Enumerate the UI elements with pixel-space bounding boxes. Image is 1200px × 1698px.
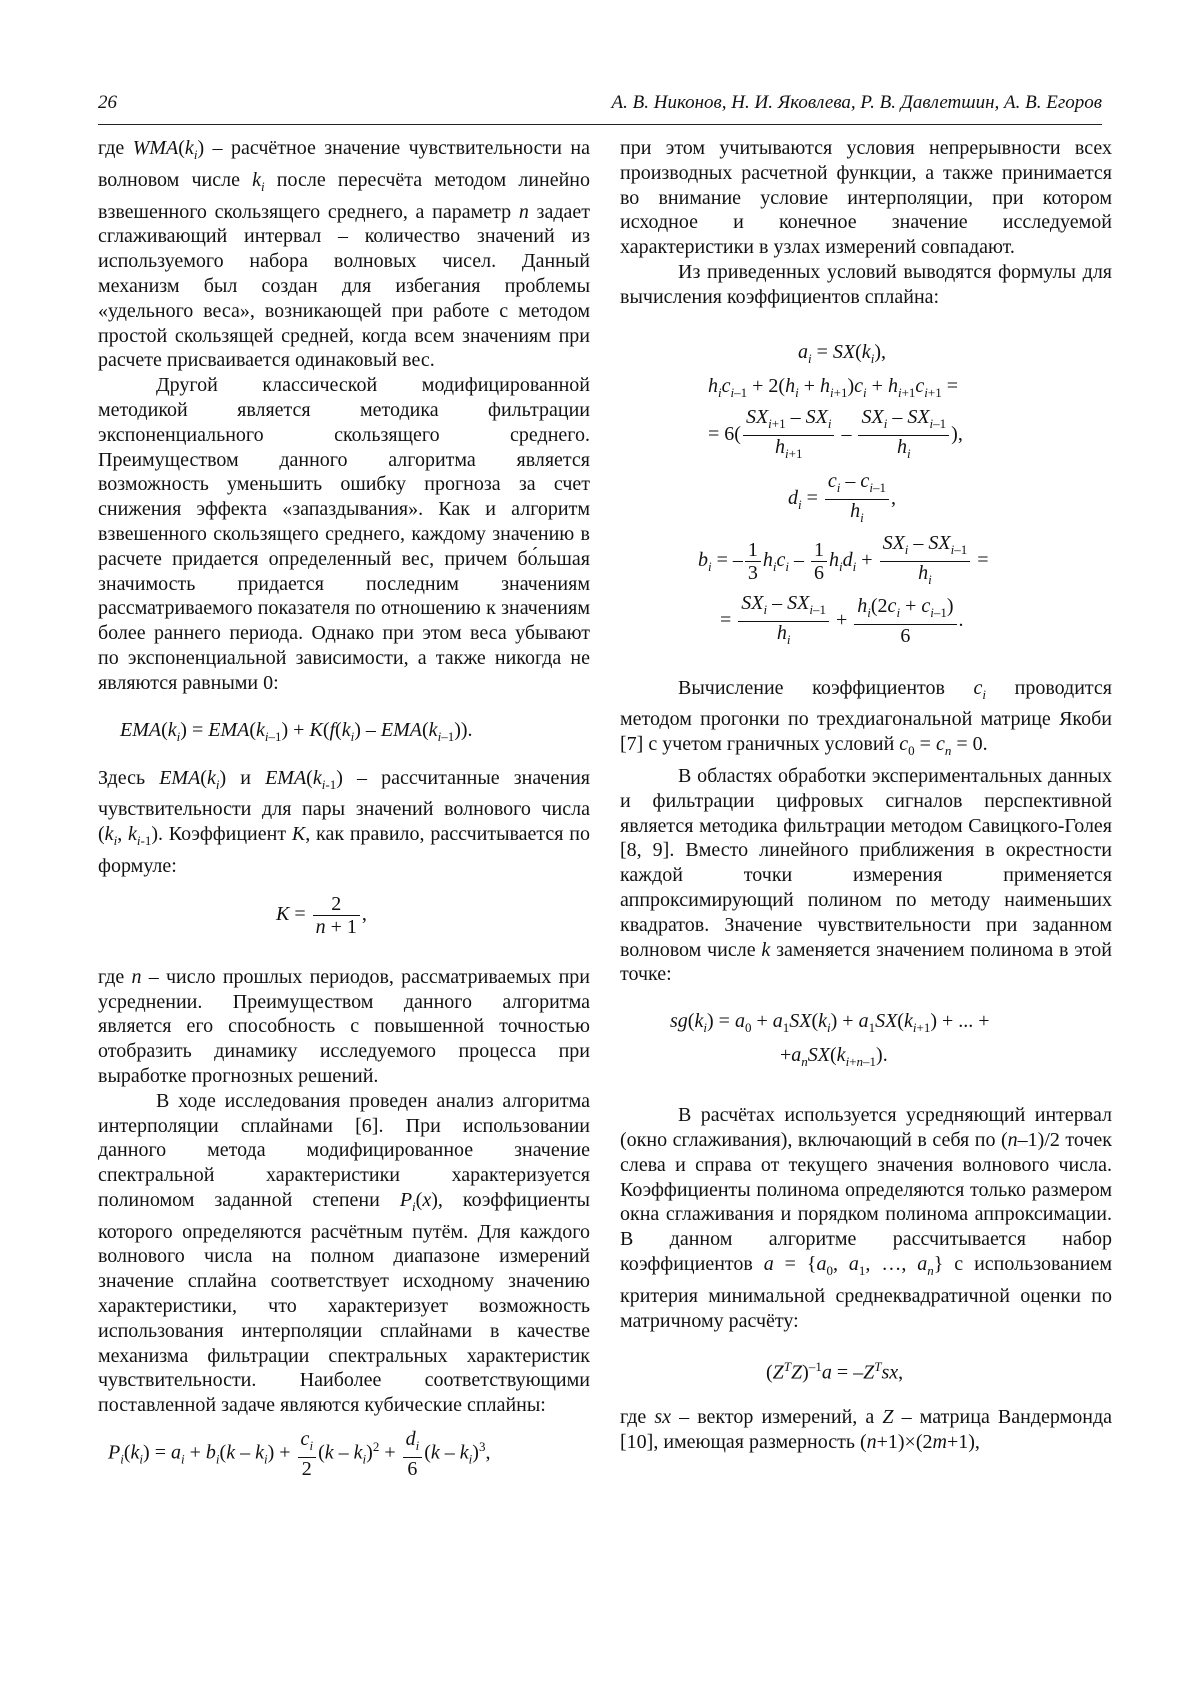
paragraph: Другой классической модифицированной методикой является методика фильтрации экспоненциального скользящего среднего. Преимуществом данного алгоритма является возможность уменьшить ошибку прогноза за счет снижения эффекта «запаздывания». Как и алгоритм взвешенного скользящего среднего, каждому значению в расчете придается определенный вес, причем бо́льшая значимость придается последним значениям рассматриваемого показателя по отношению к значениям более раннего периода. Однако при этом веса убывают по экспоненциальной зависимости, а также никогда не являются равными 0: [98, 374, 590, 694]
paragraph: где sx – вектор измерений, а Z – матрица Вандермонда [10], имеющая размерность (n+1)×(2m+1), [620, 1406, 1112, 1454]
paragraph: при этом учитываются условия непрерывности всех производных расчетной функции, а также принимается во внимание условие интерполяции, при котором исходное и конечное значение исследуемой характеристики в узлах измерений совпадают. [620, 137, 1112, 259]
running-authors: А. В. Никонов, Н. И. Яковлева, Р. В. Давлетшин, А. В. Егоров [611, 92, 1102, 113]
equation-spline: $P_i(k_i) = a_i + b_i(k - k_i)$ + $\frac{c_i}{2}$ $(k - k_i)^2$ + $\frac{d_i}{6}$ $(k - k_i)^3$, [108, 1428, 491, 1481]
paragraph: где n – число прошлых периодов, рассматриваемых при усреднении. Преимуществом данного алгоритма является его способность с повышенной точностью отобразить динамику исследуемого процесса при выработке прогнозных решений. [98, 965, 590, 1087]
header-rule [98, 124, 1102, 125]
paragraph: В ходе исследования проведен анализ алгоритма интерполяции сплайнами [6]. При использовании данного метода модифицированное значение спектральной характеристики характеризуется полиномом заданной степени $P_i(x)$, коэффициенты которого определяются расчётным путём. Для каждого волнового числа на полном диапазоне измерений значение сплайна соответствует исходному значению характеристики, что характеризует возможность использования интерполяции сплайнами в качестве механизма фильтрации спектральных характеристик чувствительности. Наиболее соответствующими поставленной задаче являются кубические сплайны: [98, 1089, 590, 1417]
paragraph: В областях обработки экспериментальных данных и фильтрации цифровых сигналов перспективной является методика фильтрации методом Савицкого-Голея [8, 9]. Вместо линейного приближения в окрестности каждой точки измерения применяется аппроксимирующий полином по методу наименьших квадратов. Значение чувствительности при заданном волновом числе k заменяется значением полинома в этой точке: [620, 764, 1112, 986]
left-column [98, 136, 590, 1488]
equation-least-squares: $(Z^TZ)^{-1}a = -Z^Tsx$, [766, 1359, 904, 1384]
paragraph: Вычисление коэффициентов $c_i$ проводится методом прогонки по трехдиагональной матрице Якоби [7] с учетом граничных условий $c_0 = c_n = 0$. [620, 676, 1112, 759]
equation-ema: $EMA(k_i) = EMA(k_{i-1}) + K(f(k_i) - EMA(k_{i-1}))$. [120, 718, 473, 744]
equation-spline-coefficients: $a_i = SX(k_i)$, $h_ic_{i-1} + 2(h_i + h_{i+1})c_i + h_{i+1}c_{i+1}$ = = 6( $\frac{SX_{i+1} - SX_i}{h_{i+1}}$ – $\frac{SX_i - SX_{i-1}}{h_i}$ ), $d_i$ = $\frac{c_i - c_{i-1}}{h_i}$ , $b_i$ = – $\frac{1}{3}$ $h_ic_i$ – $\frac{1}{6}$ $h_id_i$ + $\frac{SX_i - SX_{i-1}}{h_i}$ = = $\frac{SX_i - SX_{i-1}}{h_i}$ + $\frac{h_i(2c_i + c_{i-1})}{6}$ . [698, 340, 989, 648]
equation-savitzky-golay: $sg(k_i) = a_0 + a_1SX(k_i) + a_1SX(k_{i+1})$ + ... + $+a_nSX(k_{i+n-1})$. [670, 1010, 990, 1070]
paragraph: Из приведенных условий выводятся формулы для вычисления коэффициентов сплайна: [620, 260, 1112, 308]
equation-k: K = $\frac{2}{n + 1}$ , [276, 892, 367, 938]
running-header [98, 92, 1102, 122]
paragraph: где $WMA(k_i)$ – расчётное значение чувствительности на волновом числе $k_i$ после пересчёта методом линейно взвешенного скользящего среднего, а параметр n задает сглаживающий интервал – количество значений из используемого набора волновых чисел. Данный механизм был создан для избегания проблемы «удельного веса», возникающей при работе с методом простой скользящей средней, когда всем значениям при расчете присваивается одинаковый вес. [98, 137, 590, 372]
right-column [620, 136, 1112, 1455]
paragraph: В расчётах используется усредняющий интервал (окно сглаживания), включающий в себя по (n–1)/2 точек слева и справа от текущего значения волнового числа. Коэффициенты полинома определяются только размером окна сглаживания и порядком полинома аппроксимации. В данном алгоритме рассчитывается набор коэффициентов $a = \{a_0$, $a_1$, …, $a_n$} с использованием критерия минимальной среднеквадратичной оценки по матричному расчёту: [620, 1104, 1113, 1332]
paragraph: Здесь $EMA(k_i)$ и $EMA(k_{i-1})$ – рассчитанные значения чувствительности для пары значений волнового числа ($k_i$, $k_{i-1}$). Коэффициент K, как правило, рассчитывается по формуле: [98, 766, 591, 877]
page-number: 26 [98, 92, 117, 113]
